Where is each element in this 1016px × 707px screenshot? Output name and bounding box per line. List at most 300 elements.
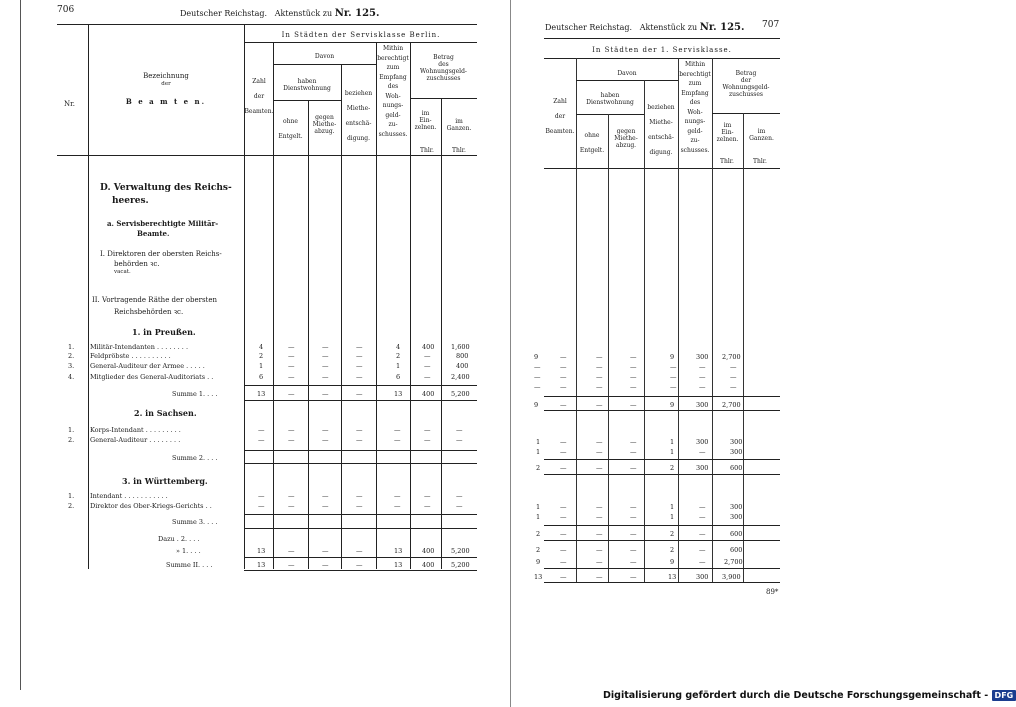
cell-zahl: 1 <box>259 362 264 370</box>
cell-mithin: — <box>670 383 677 391</box>
cell-zahl: 2 <box>536 546 541 554</box>
row-nr: 1. <box>68 426 75 434</box>
cell-bez: — <box>356 390 363 398</box>
table-top-rule <box>57 24 477 25</box>
cell-mithin: 1 <box>670 448 675 456</box>
row-nr: 2. <box>68 502 75 510</box>
cell-bez: — <box>356 547 363 555</box>
sec-I-line-2: behörden ꝛc. <box>114 260 160 268</box>
mithin-8: geld- <box>385 111 401 119</box>
cell-ohne: — <box>560 573 567 581</box>
mithin-8: geld- <box>687 127 703 135</box>
betrag-1: Betrag <box>433 54 454 61</box>
mithin-1: Mithin <box>382 45 404 52</box>
mithin-10: schusses. <box>680 146 710 154</box>
betrag-1: Betrag <box>735 70 757 77</box>
mithin-3: zum <box>688 80 702 87</box>
davon-rule <box>273 64 376 65</box>
cell-einz: — <box>424 492 431 500</box>
ohne-1: ohne <box>584 132 600 139</box>
mithin-9: zu- <box>690 137 700 144</box>
cell-zahl: 13 <box>257 390 266 398</box>
mithin-10: schusses. <box>378 130 408 138</box>
gegen-3: abzug. <box>615 142 637 149</box>
group-header-rule <box>244 42 477 43</box>
sub-preussen: 1. in Preußen. <box>132 327 196 337</box>
cell-einz: 400 <box>422 561 435 569</box>
cell-gegen: — <box>322 561 329 569</box>
cell-einz: 300 <box>696 353 709 361</box>
summe-label: Summe 1. . . . <box>172 390 218 398</box>
page-number-right: 707 <box>762 20 780 30</box>
cell-zahl: 1 <box>536 448 541 456</box>
cell-gegen: — <box>322 373 329 381</box>
cell-bez: — <box>630 530 637 538</box>
cell-mithin: 2 <box>670 464 675 472</box>
running-head-aktenstueck: Aktenstück zu <box>639 23 698 32</box>
cell-zahl: 1 <box>536 438 541 446</box>
section-II <box>92 296 217 316</box>
cell-zahl: 9 <box>534 401 539 409</box>
cell-einz: — <box>699 363 706 371</box>
summe-label: Summe 3. . . . <box>172 518 218 526</box>
sec-I-line-3: vacat. <box>114 269 131 275</box>
cell-ganz: — <box>730 363 737 371</box>
col-divider-einz <box>441 98 442 569</box>
cell-ganz: — <box>730 373 737 381</box>
cell-mithin: 2 <box>396 352 401 360</box>
cell-gegen: — <box>322 352 329 360</box>
cell-ohne: — <box>560 558 567 566</box>
cell-ohne: — <box>288 362 295 370</box>
cell-mithin: 6 <box>396 373 401 381</box>
unit-thlr-1: Thlr. <box>720 158 734 165</box>
betrag-3: Wohnungsgeld- <box>420 68 467 75</box>
summe-II-rule <box>244 557 477 558</box>
gegen-3: abzug. <box>314 128 335 135</box>
cell-ohne: — <box>560 401 567 409</box>
cell-bez: — <box>356 426 363 434</box>
table-bottom-rule-right <box>544 582 780 583</box>
cell-bez: — <box>630 464 637 472</box>
cell-bez: — <box>630 448 637 456</box>
sec-a-line-2: Beamte. <box>137 229 170 238</box>
right-page <box>510 0 1000 707</box>
haben-2: Dienstwohnung <box>586 99 634 106</box>
cell-einz: — <box>424 362 431 370</box>
bez-line-1: Bezeichnung <box>143 72 189 80</box>
cell-gegen: — <box>596 573 603 581</box>
table-bottom-rule-left <box>244 570 477 571</box>
signature-mark: 89* <box>766 588 779 596</box>
group-header-rule <box>544 58 780 59</box>
cell-ohne: — <box>288 390 295 398</box>
cell-einz: — <box>699 530 706 538</box>
summe-1-rule <box>544 396 780 397</box>
header-bezeichnung <box>90 72 242 106</box>
cell-ganz: — <box>456 436 463 444</box>
col-divider-ohne <box>308 100 309 569</box>
row-nr: 4. <box>68 373 75 381</box>
beziehen-2: Miethe- <box>346 105 371 112</box>
cell-mithin: — <box>670 373 677 381</box>
cell-bez: — <box>356 492 363 500</box>
cell-gegen: — <box>322 547 329 555</box>
cell-mithin: — <box>670 363 677 371</box>
cell-gegen: — <box>322 436 329 444</box>
header-nr: Nr. <box>64 100 75 108</box>
cell-ohne: — <box>560 353 567 361</box>
ohne-2: Entgelt. <box>579 147 605 154</box>
cell-ganz: 5,200 <box>451 547 470 555</box>
cell-mithin: 13 <box>394 561 403 569</box>
cell-bez: — <box>630 503 637 511</box>
cell-gegen: — <box>596 513 603 521</box>
header-mithin <box>376 44 410 139</box>
cell-mithin: 1 <box>396 362 401 370</box>
cell-ganz: 2,700 <box>722 353 741 361</box>
cell-ohne: — <box>560 438 567 446</box>
cell-bez: — <box>630 513 637 521</box>
beziehen-3: entschä- <box>648 134 674 141</box>
summe-2-bottom-rule <box>544 474 780 475</box>
im-ein-3: zelnen. <box>414 124 437 131</box>
cell-mithin: 9 <box>670 401 675 409</box>
cell-ohne: — <box>288 502 295 510</box>
row-nr: 1. <box>68 343 75 351</box>
cell-bez: — <box>356 561 363 569</box>
row-label: General-Auditeur der Armee . . . . . <box>90 362 205 370</box>
haben-1: haben <box>600 92 620 99</box>
cell-zahl: 13 <box>257 561 266 569</box>
cell-zahl: 1 <box>536 503 541 511</box>
cell-mithin: — <box>394 436 401 444</box>
cell-zahl: 4 <box>259 343 264 351</box>
summe-1-bottom-rule <box>244 400 477 401</box>
cell-einz: — <box>424 373 431 381</box>
header-ohne <box>576 132 608 154</box>
running-head-title: Deutscher Reichstag. <box>180 9 268 18</box>
cell-ganz: 300 <box>730 438 743 446</box>
haben-2: Dienstwohnung <box>283 85 331 92</box>
sec-II-line-1: II. Vortragende Räthe der obersten <box>92 296 217 304</box>
cell-bez: — <box>356 373 363 381</box>
summe-1-rule <box>244 385 477 386</box>
cell-einz: — <box>699 513 706 521</box>
summe-label: Summe 2. . . . <box>172 454 218 462</box>
cell-gegen: — <box>596 546 603 554</box>
cell-ohne: — <box>560 383 567 391</box>
cell-ganz: 2,700 <box>724 558 743 566</box>
col-divider-nr <box>88 24 89 569</box>
zahl-3: Beamten. <box>545 128 575 135</box>
header-im-einzelnen <box>410 110 441 131</box>
gegen-1: gegen <box>315 114 334 121</box>
cell-gegen: — <box>596 448 603 456</box>
cell-mithin: 1 <box>670 438 675 446</box>
header-gegen <box>608 128 644 149</box>
cell-bez: — <box>630 573 637 581</box>
cell-ohne: — <box>288 561 295 569</box>
running-head-aktenstueck: Aktenstück zu <box>274 9 333 18</box>
col-divider-einz <box>743 113 744 583</box>
dazu-label: Dazu . 2. . . . <box>158 535 200 543</box>
header-im-ganzen <box>743 128 780 142</box>
cell-zahl: 6 <box>259 373 264 381</box>
cell-einz: — <box>699 373 706 381</box>
beziehen-4: digung. <box>649 149 673 156</box>
cell-einz: 400 <box>422 547 435 555</box>
mithin-7: nungs- <box>684 118 706 125</box>
section-D <box>100 183 232 206</box>
cell-ohne: — <box>560 513 567 521</box>
cell-einz: — <box>699 448 706 456</box>
cell-ohne: — <box>560 530 567 538</box>
cell-ganz: 5,200 <box>451 561 470 569</box>
im-ein-1: im <box>421 110 430 117</box>
gegen-1: gegen <box>616 128 636 135</box>
cell-ohne: — <box>288 426 295 434</box>
col-divider-ohne <box>608 114 609 583</box>
cell-ganz: — <box>730 383 737 391</box>
cell-gegen: — <box>596 438 603 446</box>
unit-thlr-2: Thlr. <box>753 158 767 165</box>
cell-gegen: — <box>596 401 603 409</box>
cell-mithin: 1 <box>670 503 675 511</box>
section-I <box>100 250 222 276</box>
cell-zahl: 2 <box>259 352 264 360</box>
mithin-4: Empfang <box>681 89 709 97</box>
cell-gegen: — <box>596 464 603 472</box>
mithin-9: zu- <box>388 121 398 128</box>
header-gegen <box>308 114 341 135</box>
mithin-2: berechtigt <box>377 54 409 62</box>
sec-D-line-1: D. Verwaltung des Reichs- <box>100 183 232 193</box>
zahl-2: der <box>253 93 265 100</box>
cell-ohne: — <box>288 352 295 360</box>
cell-gegen: — <box>596 373 603 381</box>
running-head-left <box>180 8 380 19</box>
cell-ohne: — <box>560 546 567 554</box>
left-page-edge <box>20 0 21 690</box>
cell-bez: — <box>630 546 637 554</box>
cell-ohne: — <box>288 547 295 555</box>
cell-gegen: — <box>596 363 603 371</box>
cell-bez: — <box>356 502 363 510</box>
cell-mithin: — <box>394 492 401 500</box>
cell-ganz: 300 <box>730 448 743 456</box>
cell-gegen: — <box>596 353 603 361</box>
im-ganzen-2: Ganzen. <box>446 125 472 132</box>
cell-bez: — <box>356 436 363 444</box>
cell-ganz: 800 <box>456 352 469 360</box>
cell-mithin: 2 <box>670 546 675 554</box>
beziehen-1: beziehen <box>344 90 373 97</box>
sec-a-line-1: a. Servisberechtigte Militär- <box>107 219 219 228</box>
betrag-2: der <box>740 77 752 84</box>
zahl-2: der <box>554 113 566 120</box>
cell-ganz: 1,600 <box>451 343 470 351</box>
summe-2-rule <box>544 459 780 460</box>
section-a <box>107 220 218 238</box>
cell-zahl: 13 <box>534 573 543 581</box>
cell-mithin: 9 <box>670 558 675 566</box>
cell-zahl: — <box>258 492 265 500</box>
cell-ganz: 300 <box>730 513 743 521</box>
cell-einz: — <box>424 426 431 434</box>
sub-sachsen: 2. in Sachsen. <box>134 408 197 418</box>
summe-2-bottom-rule <box>244 463 477 464</box>
betrag-4: zuschusses <box>729 91 763 98</box>
cell-ganz: 600 <box>730 530 743 538</box>
cell-gegen: — <box>322 502 329 510</box>
sec-D-line-2: heeres. <box>112 196 149 206</box>
header-mithin <box>678 60 712 155</box>
mithin-6: Woh- <box>385 92 401 100</box>
cell-zahl: — <box>258 436 265 444</box>
cell-zahl: 2 <box>536 530 541 538</box>
cell-mithin: 9 <box>670 353 675 361</box>
cell-einz: — <box>699 383 706 391</box>
mithin-5: des <box>387 83 399 90</box>
dfg-footer <box>603 690 1016 701</box>
cell-bez: — <box>356 352 363 360</box>
cell-ganz: — <box>456 502 463 510</box>
haben-1: haben <box>297 78 317 85</box>
im-ein-2: Ein- <box>721 129 734 136</box>
betrag-4: zuschusses <box>426 75 461 82</box>
cell-ganz: 5,200 <box>451 390 470 398</box>
cell-einz: 400 <box>422 343 435 351</box>
header-bottom-rule <box>57 155 477 156</box>
header-beziehen <box>644 104 678 156</box>
left-page <box>0 0 500 707</box>
cell-mithin: 13 <box>394 390 403 398</box>
betrag-rule <box>712 113 780 114</box>
header-zahl <box>544 98 576 135</box>
gegen-2: Miethe- <box>614 135 638 142</box>
row-label: Intendant . . . . . . . . . . . <box>90 492 168 500</box>
cell-bez: — <box>356 343 363 351</box>
zahl-3: Beamten. <box>244 108 274 115</box>
row-label: Feldpröbste . . . . . . . . . . <box>90 352 171 360</box>
im-ein-2: Ein- <box>419 117 432 124</box>
cell-zahl: — <box>534 363 541 371</box>
cell-ganz: 300 <box>730 503 743 511</box>
running-head-title: Deutscher Reichstag. <box>545 23 633 32</box>
header-zahl <box>244 78 274 115</box>
row-nr: 2. <box>68 436 75 444</box>
mithin-2: berechtigt <box>679 70 711 78</box>
beziehen-3: entschä- <box>345 120 372 127</box>
cell-einz: — <box>699 546 706 554</box>
cell-ohne: — <box>560 448 567 456</box>
im-ganzen-1: im <box>455 118 463 125</box>
cell-ganz: 400 <box>456 362 469 370</box>
cell-einz: — <box>424 502 431 510</box>
cell-einz: — <box>424 352 431 360</box>
cell-mithin: 13 <box>394 547 403 555</box>
mithin-7: nungs- <box>382 102 404 109</box>
summe-II-rule <box>544 568 780 569</box>
header-bottom-rule <box>544 168 780 169</box>
betrag-2: des <box>438 61 449 68</box>
header-davon: Davon <box>617 70 637 77</box>
cell-zahl: 1 <box>536 513 541 521</box>
row-nr: 1. <box>68 492 75 500</box>
table-top-rule <box>544 38 780 39</box>
cell-gegen: — <box>322 426 329 434</box>
im-ganzen-2: Ganzen. <box>749 135 774 142</box>
cell-einz: 300 <box>696 573 709 581</box>
footer-text: Digitalisierung gefördert durch die Deutsche Forschungsgemeinschaft - <box>603 690 989 701</box>
mithin-5: des <box>689 99 701 106</box>
header-im-ganzen <box>441 118 477 132</box>
dfg-logo-icon: DFG <box>992 690 1016 701</box>
cell-mithin: 13 <box>668 573 677 581</box>
cell-gegen: — <box>322 362 329 370</box>
running-head-nr: Nr. 125. <box>699 22 745 33</box>
mithin-3: zum <box>386 64 400 71</box>
cell-bez: — <box>630 401 637 409</box>
row-label: Militär-Intendanten . . . . . . . . <box>90 343 189 351</box>
cell-zahl: — <box>534 383 541 391</box>
cell-einz: — <box>424 436 431 444</box>
summe-1-bottom-rule <box>544 410 780 411</box>
davon-rule <box>576 80 678 81</box>
cell-mithin: 1 <box>670 513 675 521</box>
summe-2-rule <box>244 450 477 451</box>
cell-einz: 400 <box>422 390 435 398</box>
cell-mithin: — <box>394 426 401 434</box>
cell-zahl: 2 <box>536 464 541 472</box>
ohne-1: ohne <box>283 118 298 125</box>
cell-gegen: — <box>322 343 329 351</box>
unit-thlr-1: Thlr. <box>420 147 434 154</box>
betrag-3: Wohnungsgeld- <box>722 84 770 91</box>
header-beziehen <box>341 90 376 142</box>
cell-ganz: 600 <box>730 546 743 554</box>
summe-3-bottom-rule <box>244 528 477 529</box>
beziehen-1: beziehen <box>647 104 675 111</box>
ohne-2: Entgelt. <box>278 133 303 140</box>
beziehen-2: Miethe- <box>649 119 673 126</box>
cell-einz: 300 <box>696 438 709 446</box>
summe-3-rule <box>244 514 477 515</box>
cell-einz: 300 <box>696 401 709 409</box>
cell-einz: 300 <box>696 464 709 472</box>
header-haben <box>576 92 644 106</box>
cell-zahl: — <box>534 373 541 381</box>
cell-gegen: — <box>322 390 329 398</box>
cell-gegen: — <box>596 503 603 511</box>
row-label: Direktor des Ober-Kriegs-Gerichts . . <box>90 502 212 510</box>
cell-ohne: — <box>560 464 567 472</box>
header-betrag <box>712 70 780 98</box>
page-number-left: 706 <box>57 5 75 15</box>
haben-rule <box>576 114 644 115</box>
unit-thlr-2: Thlr. <box>452 147 466 154</box>
cell-ganz: — <box>456 426 463 434</box>
group-header-berlin: In Städten der Servisklasse Berlin. <box>281 31 441 39</box>
header-betrag <box>410 54 477 82</box>
bez-line-2: der <box>161 81 171 87</box>
summe-3-rule <box>544 525 780 526</box>
zahl-1: Zahl <box>252 78 266 85</box>
dazu-1-label: » 1. . . . <box>176 547 201 555</box>
beziehen-4: digung. <box>346 135 371 142</box>
row-label: Korps-Intendant . . . . . . . . . <box>90 426 181 434</box>
